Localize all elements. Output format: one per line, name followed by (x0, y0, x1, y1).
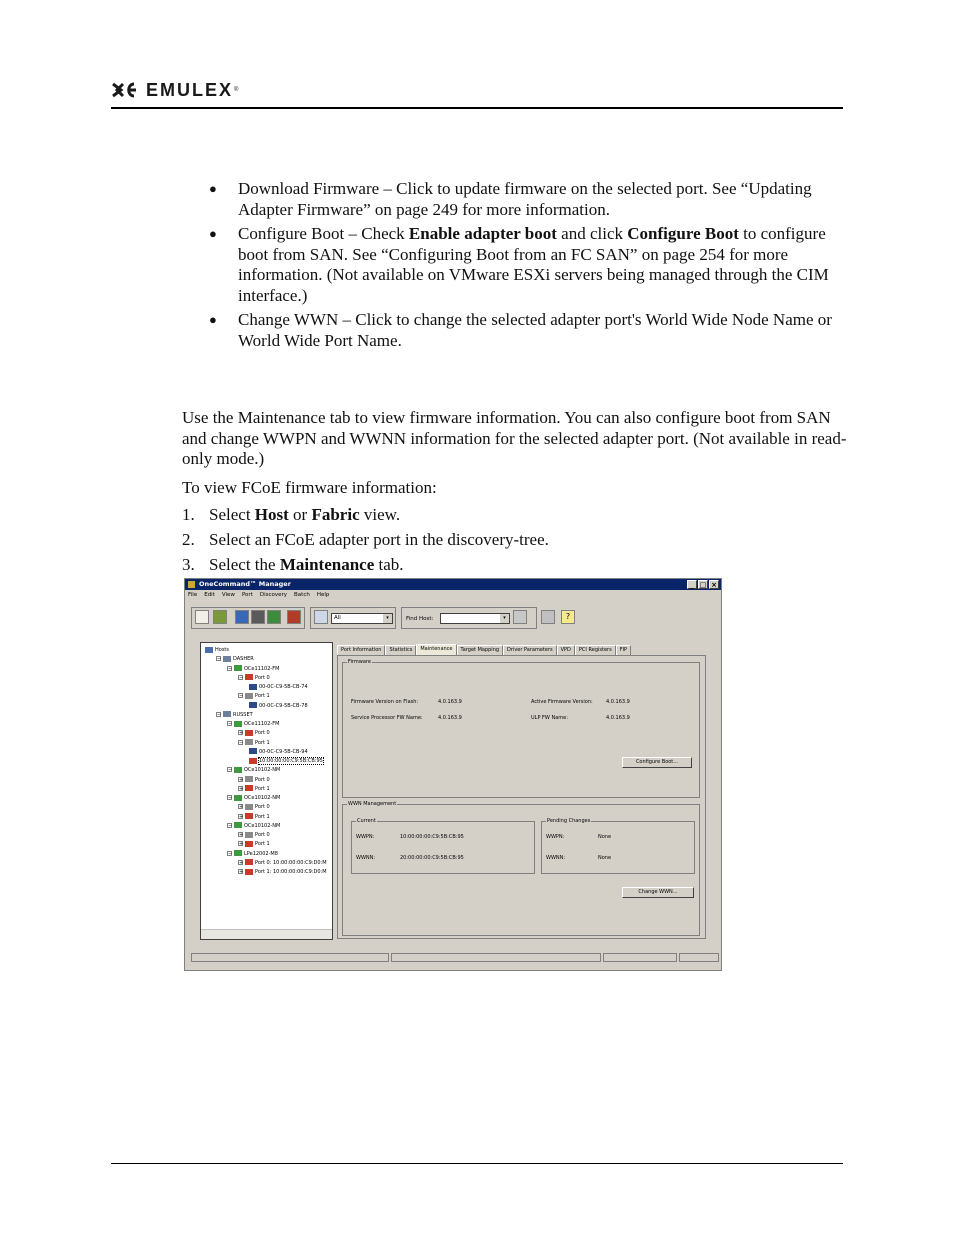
tab-pci-registers[interactable]: PCI Registers (575, 645, 616, 655)
port-down-icon (245, 869, 253, 875)
tree-expander-icon[interactable]: − (228, 721, 233, 727)
tree-expander-icon[interactable]: − (217, 711, 222, 718)
wwnn-label: WWNN: (356, 855, 376, 861)
tree-expander-icon[interactable]: + (239, 804, 244, 811)
firmware-group-label: Firmware (348, 659, 371, 665)
tree-node-label: Port 1 (255, 693, 270, 700)
port-icon (245, 739, 253, 745)
adapter-icon (234, 721, 242, 727)
tree-node-label: OCe10102-NM (244, 822, 281, 829)
bullet-item (200, 310, 845, 351)
steps-intro: To view FCoE firmware information: (182, 478, 437, 497)
emulex-logo-icon (112, 82, 142, 98)
tree-node[interactable] (238, 813, 270, 822)
find-host-label: Find Host: (406, 616, 434, 622)
text-run: and click (556, 224, 628, 243)
toolbar (191, 606, 715, 632)
pending-wwnn-value: None (598, 855, 612, 861)
tab-maintenance[interactable]: Maintenance (416, 644, 456, 656)
tree-expander-icon[interactable]: + (239, 785, 244, 792)
change-wwn-button[interactable]: Change WWN... (622, 887, 694, 898)
tree-expander-icon[interactable]: − (228, 665, 233, 672)
tree-node[interactable] (238, 803, 270, 812)
logo-text: EMULEX (146, 80, 234, 100)
tree-expander-icon[interactable]: − (239, 693, 244, 700)
sp-fw-label: Service Processor FW Name: (351, 715, 423, 721)
app-window-screenshot (184, 578, 722, 971)
current-group-label: Current (357, 818, 376, 824)
tree-expander-icon[interactable]: − (217, 656, 222, 663)
adapter-icon (234, 850, 242, 856)
menu-item-batch[interactable]: Batch (294, 592, 310, 598)
tree-node[interactable] (238, 776, 270, 785)
text-run: Select an FCoE adapter port in the discovery-tree. (209, 530, 549, 549)
filter-icon[interactable] (314, 610, 328, 624)
tree-expander-icon[interactable]: − (228, 822, 233, 829)
adapter-icon (234, 767, 242, 773)
tree-node[interactable] (227, 822, 280, 831)
tree-expander-icon[interactable]: − (228, 767, 233, 774)
port-down-icon (245, 730, 253, 736)
settings-icon[interactable] (541, 610, 555, 624)
close-icon[interactable]: × (709, 580, 719, 589)
tree-node[interactable] (238, 859, 327, 868)
tree-node[interactable] (249, 683, 308, 692)
tree-node[interactable] (216, 711, 253, 720)
trademark-mark: ® (234, 87, 239, 93)
tree-expander-icon[interactable]: + (239, 841, 244, 848)
menu-item-file[interactable]: File (188, 592, 198, 598)
nic-icon (249, 702, 257, 708)
tree-node-label: Hosts (215, 647, 229, 653)
tree-node-label: Port 1: 10:00:00:00:C9:D0:M (255, 869, 327, 875)
tree-node[interactable] (216, 655, 254, 664)
tree-expander-icon[interactable]: − (239, 739, 244, 746)
status-panel (191, 953, 389, 962)
text-run: Configure Boot – Check (238, 224, 409, 243)
tree-node-label: Port 1 (255, 739, 270, 746)
bullet-item (200, 224, 845, 306)
tab-driver-parameters[interactable]: Driver Parameters (503, 645, 557, 655)
text-run: tab. (374, 555, 404, 574)
port-down-icon (245, 785, 253, 791)
tree-node-label: Port 0 (255, 730, 270, 737)
wwnn-value: 20:00:00:00:C9:5B:CB:95 (400, 855, 464, 861)
tree-node-label: LPe12002-M8 (244, 850, 278, 857)
text-run: or (288, 505, 312, 524)
tree-node[interactable] (227, 766, 280, 775)
tree-expander-icon[interactable]: + (239, 859, 244, 866)
tab-vpd[interactable]: VPD (557, 645, 575, 655)
minimize-icon[interactable]: _ (687, 580, 697, 589)
tree-node[interactable] (238, 868, 327, 877)
status-bar (191, 953, 717, 962)
port-down-icon (245, 841, 253, 847)
tree-expander-icon[interactable]: − (228, 795, 233, 801)
tree-expander-icon[interactable]: + (239, 776, 244, 783)
step-item (182, 555, 782, 576)
tree-expander-icon[interactable]: − (228, 850, 233, 857)
discovery-tree (200, 642, 333, 940)
status-panel (603, 953, 677, 962)
wwpn-label: WWPN: (356, 834, 375, 840)
tree-node[interactable] (238, 739, 270, 748)
tree-node[interactable] (227, 850, 278, 859)
tree-node[interactable] (249, 748, 308, 757)
tree-node[interactable] (238, 674, 270, 683)
text-run: Select the (209, 555, 280, 574)
port-icon (245, 776, 253, 782)
fw-flash-label: Firmware Version on Flash: (351, 699, 419, 705)
tree-node-label: OCe11102-FM (244, 721, 280, 727)
step-item (182, 530, 782, 551)
pending-group-label: Pending Changes (547, 818, 591, 824)
tree-expander-icon[interactable]: + (239, 813, 244, 820)
status-panel (391, 953, 601, 962)
help-icon[interactable]: ? (561, 610, 575, 624)
tree-node-label: 00-0C-C9-5B-CB-94 (259, 748, 308, 755)
sp-fw-value: 4.0.163.9 (438, 715, 462, 721)
bullet-dot-icon: ● (209, 226, 217, 241)
step-number: 3. (182, 555, 195, 574)
menu-item-view[interactable]: View (221, 592, 235, 598)
tree-node-label: Port 0: 10:00:00:00:C9:D0:M (255, 859, 327, 866)
port-down-icon (245, 674, 253, 680)
bullet-list (200, 179, 845, 355)
menu-item-discovery[interactable]: Discovery (259, 592, 288, 598)
maintenance-panel (337, 655, 706, 939)
tab-statistics[interactable]: Statistics (385, 645, 416, 655)
bold-term: Host (254, 505, 289, 524)
fw-flash-value: 4.0.163.9 (438, 699, 462, 705)
tree-node-label: 00-0C-C9-5B-CB-78 (259, 702, 308, 709)
menu-bar (188, 591, 329, 600)
header-rule (111, 107, 843, 109)
tree-node-label: Port 1 (255, 841, 270, 848)
port-icon (245, 804, 253, 810)
tree-expander-icon[interactable]: + (239, 730, 244, 737)
port-down-icon (245, 859, 253, 865)
tree-node[interactable] (238, 840, 270, 849)
menu-item-edit[interactable]: Edit (204, 592, 215, 598)
find-icon[interactable] (513, 610, 527, 624)
ulp-fw-value: 4.0.163.9 (606, 715, 630, 721)
app-icon (188, 581, 195, 588)
text-run: view. (359, 505, 401, 524)
filter-select[interactable]: All ▾ (331, 613, 393, 624)
configure-boot-button[interactable]: Configure Boot... (622, 757, 692, 768)
wwn-management-group (342, 801, 700, 936)
tree-node[interactable] (238, 785, 270, 794)
tree-node[interactable] (249, 702, 308, 711)
wwn-group-label: WWN Management (348, 801, 397, 807)
active-fw-label: Active Firmware Version: (531, 699, 593, 705)
fabric-view-icon[interactable] (213, 610, 227, 624)
tree-node-label: RUSSET (233, 711, 253, 718)
hosts-icon (205, 647, 213, 653)
tree-node-label: DASHER (233, 656, 254, 663)
window-titlebar (185, 579, 721, 590)
tree-node[interactable] (205, 646, 229, 655)
port-tabs (337, 645, 631, 655)
bullet-item (200, 179, 845, 220)
footer-rule (111, 1163, 843, 1164)
tab-target-mapping[interactable]: Target Mapping (457, 645, 504, 655)
port-icon (245, 693, 253, 699)
window-title: OneCommand™ Manager (199, 580, 291, 588)
tab-fip[interactable]: FIP (616, 645, 631, 655)
discovery-icon[interactable] (251, 610, 265, 624)
firmware-group (342, 659, 700, 798)
bold-term: Fabric (311, 505, 360, 524)
tree-expander-icon[interactable]: + (239, 832, 244, 838)
bold-term: Maintenance (279, 555, 375, 574)
bullet-dot-icon: ● (209, 181, 217, 196)
bold-term: Configure Boot (627, 224, 739, 243)
intro-paragraph: Use the Maintenance tab to view firmware information. You can also configure boot from SAN and change WWPN and WWNN information for the selected adapter port. (Not available in read-only mode.) (182, 408, 847, 468)
nic-icon (249, 748, 257, 754)
tree-node-label: 00-0C-C9-5B-CB-74 (259, 684, 308, 690)
tree-node[interactable] (227, 794, 280, 803)
tree-node-label: Port 0 (255, 776, 270, 783)
pending-wwpn-value: None (598, 834, 612, 840)
tree-node-label: Port 0 (255, 804, 270, 811)
tree-node[interactable] (238, 831, 270, 840)
host-icon (223, 656, 231, 662)
maximize-icon[interactable]: □ (699, 581, 707, 589)
ulp-fw-label: ULP FW Name: (531, 715, 568, 721)
step-number: 1. (182, 505, 195, 524)
emulex-logo (112, 80, 238, 100)
tree-node-label: Port 1 (255, 785, 270, 792)
tree-node-label: Port 0 (255, 674, 270, 681)
nic-icon (249, 684, 257, 690)
tree-node-label: OCe10102-NM (244, 767, 281, 774)
pending-wwn-group (541, 818, 695, 874)
host-view-icon[interactable] (195, 610, 209, 624)
tree-expander-icon[interactable]: + (239, 869, 244, 875)
tree-node-label: 10:00:00:00:C9:5B:CB:95 (259, 758, 323, 764)
tree-scrollbar[interactable] (201, 929, 332, 939)
text-run: Select (209, 505, 255, 524)
tree-node[interactable] (227, 665, 279, 674)
menu-item-port[interactable]: Port (241, 592, 253, 598)
tab-port-information[interactable]: Port Information (337, 645, 385, 655)
adapter-icon (234, 665, 242, 671)
bullet-dot-icon: ● (209, 312, 217, 327)
vport-view-icon[interactable] (235, 610, 249, 624)
batch-icon[interactable] (267, 610, 281, 624)
port-icon (245, 832, 253, 838)
wwpn-value: 10:00:00:00:C9:5B:CB:95 (400, 834, 464, 840)
tree-node-label: OCe10102-NM (244, 795, 281, 801)
tree-node[interactable] (238, 692, 270, 701)
active-fw-value: 4.0.163.9 (606, 699, 630, 705)
tree-node[interactable] (227, 720, 279, 729)
refresh-icon[interactable] (287, 610, 301, 624)
text-run: Download Firmware – Click to update firmware on the selected port. See “Updating Adapter Firmware” on page 249 for more information. (238, 179, 812, 219)
tree-node-label: OCe11102-FM (244, 665, 280, 672)
text-run: to configure boot from SAN. See “Configuring Boot from an FC SAN” on page 254 for more information. (Not available on VMware ESXi servers being managed through the CIM interface.) (238, 224, 829, 305)
bold-term: Enable adapter boot (408, 224, 557, 243)
find-host-input[interactable]: ▾ (440, 613, 510, 624)
tree-node[interactable] (249, 757, 323, 766)
adapter-icon (234, 822, 242, 828)
current-wwn-group (351, 818, 535, 874)
text-run: Change WWN – Click to change the selected adapter port's World Wide Node Name or World Wide Port Name. (238, 310, 832, 350)
pending-wwpn-label: WWPN: (546, 834, 565, 840)
adapter-icon (234, 795, 242, 801)
step-number: 2. (182, 530, 195, 549)
menu-item-help[interactable]: Help (316, 592, 330, 598)
step-item (182, 505, 782, 526)
steps-list (182, 505, 782, 580)
tree-node[interactable] (238, 729, 270, 738)
tree-node-label: Port 0 (255, 832, 270, 838)
host-icon (223, 711, 231, 717)
fcoe-icon (249, 758, 257, 764)
port-down-icon (245, 813, 253, 819)
tree-node-label: Port 1 (255, 813, 270, 820)
tree-expander-icon[interactable]: − (239, 674, 244, 681)
status-panel (679, 953, 719, 962)
pending-wwnn-label: WWNN: (546, 855, 566, 861)
